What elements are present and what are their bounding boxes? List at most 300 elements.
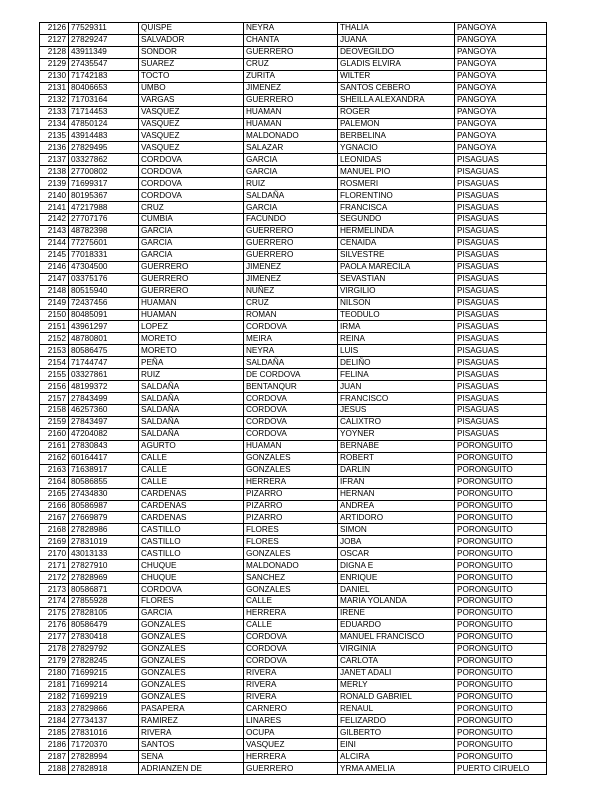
row-number-cell: 2127 [40, 34, 69, 46]
locality-cell: PORONGUITO [455, 476, 547, 488]
locality-cell: PORONGUITO [455, 596, 547, 608]
surname-1-cell: CHUQUE [139, 560, 244, 572]
table-row [40, 285, 547, 297]
table-row [40, 46, 547, 58]
document-id-cell: 27828986 [69, 524, 139, 536]
locality-cell: PANGOYA [455, 82, 547, 94]
table-row [40, 261, 547, 273]
document-id-cell: 43961297 [69, 321, 139, 333]
given-names-cell: JOBA [338, 536, 455, 548]
row-number-cell: 2158 [40, 405, 69, 417]
given-names-cell: ENRIQUE [338, 572, 455, 584]
row-number-cell: 2134 [40, 118, 69, 130]
table-row [40, 34, 547, 46]
surname-1-cell: SENA [139, 751, 244, 763]
surname-1-cell: SALDAÑA [139, 428, 244, 440]
document-id-cell: 72437456 [69, 297, 139, 309]
surname-1-cell: CHUQUE [139, 572, 244, 584]
given-names-cell: CENAIDA [338, 237, 455, 249]
table-row [40, 190, 547, 202]
document-id-cell: 27829792 [69, 643, 139, 655]
document-id-cell: 80586987 [69, 500, 139, 512]
given-names-cell: TEODULO [338, 309, 455, 321]
table-row [40, 166, 547, 178]
given-names-cell: YRMA AMELIA [338, 763, 455, 775]
document-id-cell: 27734137 [69, 715, 139, 727]
surname-2-cell: GUERRERO [244, 237, 338, 249]
document-id-cell: 27830843 [69, 440, 139, 452]
table-row [40, 249, 547, 261]
row-number-cell: 2163 [40, 464, 69, 476]
row-number-cell: 2176 [40, 619, 69, 631]
surname-1-cell: SALDAÑA [139, 381, 244, 393]
document-id-cell: 27855928 [69, 596, 139, 608]
table-row [40, 94, 547, 106]
table-row [40, 596, 547, 608]
row-number-cell: 2159 [40, 416, 69, 428]
row-number-cell: 2154 [40, 357, 69, 369]
locality-cell: PISAGUAS [455, 214, 547, 226]
row-number-cell: 2179 [40, 655, 69, 667]
given-names-cell: DIGNA E [338, 560, 455, 572]
row-number-cell: 2169 [40, 536, 69, 548]
document-id-cell: 03375176 [69, 273, 139, 285]
row-number-cell: 2164 [40, 476, 69, 488]
surname-1-cell: GARCIA [139, 249, 244, 261]
row-number-cell: 2160 [40, 428, 69, 440]
locality-cell: PANGOYA [455, 46, 547, 58]
document-id-cell: 48782398 [69, 225, 139, 237]
locality-cell: PORONGUITO [455, 667, 547, 679]
given-names-cell: MANUEL FRANCISCO [338, 631, 455, 643]
locality-cell: PORONGUITO [455, 488, 547, 500]
given-names-cell: IFRAN [338, 476, 455, 488]
table-row [40, 309, 547, 321]
document-id-cell: 48199372 [69, 381, 139, 393]
table-row [40, 536, 547, 548]
document-id-cell: 43914483 [69, 130, 139, 142]
document-id-cell: 27434830 [69, 488, 139, 500]
given-names-cell: RONALD GABRIEL [338, 691, 455, 703]
row-number-cell: 2137 [40, 154, 69, 166]
table-row [40, 416, 547, 428]
surname-2-cell: CRUZ [244, 297, 338, 309]
table-row [40, 142, 547, 154]
table-row [40, 643, 547, 655]
locality-cell: PORONGUITO [455, 619, 547, 631]
surname-2-cell: GARCIA [244, 202, 338, 214]
given-names-cell: JUANA [338, 34, 455, 46]
locality-cell: PORONGUITO [455, 727, 547, 739]
given-names-cell: MERLY [338, 679, 455, 691]
locality-cell: PANGOYA [455, 94, 547, 106]
given-names-cell: DEOVEGILDO [338, 46, 455, 58]
given-names-cell: JUAN [338, 381, 455, 393]
surname-1-cell: SALVADOR [139, 34, 244, 46]
surname-1-cell: VASQUEZ [139, 118, 244, 130]
given-names-cell: ROGER [338, 106, 455, 118]
document-id-cell: 47204082 [69, 428, 139, 440]
document-id-cell: 80586475 [69, 345, 139, 357]
table-row [40, 428, 547, 440]
document-id-cell: 43911349 [69, 46, 139, 58]
document-id-cell: 27843499 [69, 393, 139, 405]
row-number-cell: 2145 [40, 249, 69, 261]
table-row [40, 23, 547, 35]
locality-cell: PISAGUAS [455, 381, 547, 393]
surname-2-cell: GUERRERO [244, 46, 338, 58]
surname-2-cell: PIZARRO [244, 512, 338, 524]
table-row [40, 70, 547, 82]
locality-cell: PISAGUAS [455, 178, 547, 190]
given-names-cell: SIMON [338, 524, 455, 536]
locality-cell: PISAGUAS [455, 345, 547, 357]
locality-cell: PISAGUAS [455, 261, 547, 273]
row-number-cell: 2149 [40, 297, 69, 309]
surname-2-cell: RUIZ [244, 178, 338, 190]
row-number-cell: 2148 [40, 285, 69, 297]
surname-1-cell: CUMBIA [139, 214, 244, 226]
given-names-cell: FRANCISCO [338, 393, 455, 405]
surname-1-cell: QUISPE [139, 23, 244, 35]
surname-1-cell: VASQUEZ [139, 106, 244, 118]
locality-cell: PORONGUITO [455, 512, 547, 524]
row-number-cell: 2132 [40, 94, 69, 106]
locality-cell: PORONGUITO [455, 584, 547, 596]
table-row [40, 202, 547, 214]
locality-cell: PANGOYA [455, 130, 547, 142]
table-row [40, 667, 547, 679]
document-id-cell: 80195367 [69, 190, 139, 202]
table-row [40, 369, 547, 381]
given-names-cell: FRANCISCA [338, 202, 455, 214]
document-id-cell: 47217988 [69, 202, 139, 214]
surname-2-cell: GARCIA [244, 166, 338, 178]
document-id-cell: 77529311 [69, 23, 139, 35]
surname-1-cell: CALLE [139, 452, 244, 464]
surname-1-cell: VASQUEZ [139, 130, 244, 142]
document-id-cell: 71720370 [69, 739, 139, 751]
given-names-cell: CALIXTRO [338, 416, 455, 428]
given-names-cell: JANET ADALI [338, 667, 455, 679]
row-number-cell: 2142 [40, 214, 69, 226]
surname-1-cell: CORDOVA [139, 584, 244, 596]
table-row [40, 178, 547, 190]
locality-cell: PISAGUAS [455, 309, 547, 321]
surname-1-cell: CASTILLO [139, 536, 244, 548]
table-row [40, 106, 547, 118]
surname-2-cell: SALDAÑA [244, 190, 338, 202]
row-number-cell: 2172 [40, 572, 69, 584]
locality-cell: PORONGUITO [455, 643, 547, 655]
row-number-cell: 2138 [40, 166, 69, 178]
table-row [40, 703, 547, 715]
row-number-cell: 2173 [40, 584, 69, 596]
surname-2-cell: RIVERA [244, 667, 338, 679]
surname-2-cell: GARCIA [244, 154, 338, 166]
document-id-cell: 46257360 [69, 405, 139, 417]
row-number-cell: 2135 [40, 130, 69, 142]
table-row [40, 631, 547, 643]
locality-cell: PISAGUAS [455, 369, 547, 381]
locality-cell: PISAGUAS [455, 154, 547, 166]
surname-2-cell: CHANTA [244, 34, 338, 46]
surname-2-cell: SALDAÑA [244, 357, 338, 369]
surname-1-cell: SANTOS [139, 739, 244, 751]
table-row [40, 476, 547, 488]
surname-2-cell: GONZALES [244, 548, 338, 560]
table-row [40, 488, 547, 500]
locality-cell: PANGOYA [455, 106, 547, 118]
surname-2-cell: JIMENEZ [244, 261, 338, 273]
surname-1-cell: GONZALES [139, 691, 244, 703]
table-row [40, 154, 547, 166]
given-names-cell: GLADIS ELVIRA [338, 58, 455, 70]
row-number-cell: 2140 [40, 190, 69, 202]
locality-cell: PORONGUITO [455, 452, 547, 464]
given-names-cell: FELIZARDO [338, 715, 455, 727]
row-number-cell: 2150 [40, 309, 69, 321]
table-row [40, 333, 547, 345]
table-row [40, 237, 547, 249]
surname-2-cell: CRUZ [244, 58, 338, 70]
surname-1-cell: LOPEZ [139, 321, 244, 333]
surname-1-cell: MORETO [139, 345, 244, 357]
surname-1-cell: GARCIA [139, 237, 244, 249]
given-names-cell: DANIEL [338, 584, 455, 596]
surname-2-cell: SANCHEZ [244, 572, 338, 584]
surname-1-cell: CALLE [139, 476, 244, 488]
surname-2-cell: HUAMAN [244, 118, 338, 130]
locality-cell: PORONGUITO [455, 607, 547, 619]
locality-cell: PANGOYA [455, 58, 547, 70]
document-id-cell: 77018331 [69, 249, 139, 261]
document-id-cell: 27828969 [69, 572, 139, 584]
table-row [40, 452, 547, 464]
locality-cell: PORONGUITO [455, 739, 547, 751]
given-names-cell: ROBERT [338, 452, 455, 464]
table-row [40, 715, 547, 727]
surname-2-cell: NUÑEZ [244, 285, 338, 297]
table-row [40, 500, 547, 512]
locality-cell: PORONGUITO [455, 548, 547, 560]
surname-2-cell: SALAZAR [244, 142, 338, 154]
given-names-cell: IRMA [338, 321, 455, 333]
table-row [40, 524, 547, 536]
locality-cell: PISAGUAS [455, 405, 547, 417]
surname-1-cell: GONZALES [139, 667, 244, 679]
locality-cell: PISAGUAS [455, 297, 547, 309]
document-id-cell: 27829866 [69, 703, 139, 715]
locality-cell: PISAGUAS [455, 249, 547, 261]
surname-2-cell: GONZALES [244, 584, 338, 596]
surname-1-cell: MORETO [139, 333, 244, 345]
table-row [40, 82, 547, 94]
surname-1-cell: SALDAÑA [139, 393, 244, 405]
given-names-cell: SEVASTIAN [338, 273, 455, 285]
surname-2-cell: MALDONADO [244, 560, 338, 572]
surname-1-cell: VASQUEZ [139, 142, 244, 154]
surname-1-cell: RIVERA [139, 727, 244, 739]
row-number-cell: 2153 [40, 345, 69, 357]
table-row [40, 607, 547, 619]
table-row [40, 393, 547, 405]
surname-1-cell: PASAPERA [139, 703, 244, 715]
surname-2-cell: CORDOVA [244, 631, 338, 643]
surname-2-cell: VASQUEZ [244, 739, 338, 751]
locality-cell: PORONGUITO [455, 440, 547, 452]
table-row [40, 273, 547, 285]
table-row [40, 655, 547, 667]
given-names-cell: MARIA YOLANDA [338, 596, 455, 608]
surname-2-cell: NEYRA [244, 345, 338, 357]
locality-cell: PISAGUAS [455, 237, 547, 249]
surname-1-cell: PEÑA [139, 357, 244, 369]
locality-cell: PORONGUITO [455, 679, 547, 691]
surname-1-cell: GUERRERO [139, 285, 244, 297]
locality-cell: PISAGUAS [455, 285, 547, 297]
locality-cell: PISAGUAS [455, 393, 547, 405]
surname-2-cell: FLORES [244, 536, 338, 548]
surname-1-cell: CASTILLO [139, 524, 244, 536]
document-id-cell: 43013133 [69, 548, 139, 560]
row-number-cell: 2181 [40, 679, 69, 691]
locality-cell: PORONGUITO [455, 560, 547, 572]
surname-2-cell: LINARES [244, 715, 338, 727]
document-id-cell: 47850124 [69, 118, 139, 130]
surname-1-cell: CALLE [139, 464, 244, 476]
given-names-cell: REINA [338, 333, 455, 345]
surname-1-cell: GONZALES [139, 619, 244, 631]
table-row [40, 357, 547, 369]
locality-cell: PORONGUITO [455, 536, 547, 548]
row-number-cell: 2133 [40, 106, 69, 118]
surname-2-cell: JIMENEZ [244, 273, 338, 285]
surname-2-cell: HERRERA [244, 607, 338, 619]
row-number-cell: 2157 [40, 393, 69, 405]
document-id-cell: 80406653 [69, 82, 139, 94]
row-number-cell: 2188 [40, 763, 69, 775]
given-names-cell: ROSMERI [338, 178, 455, 190]
table-row [40, 405, 547, 417]
surname-2-cell: GUERRERO [244, 94, 338, 106]
locality-cell: PORONGUITO [455, 500, 547, 512]
surname-1-cell: CORDOVA [139, 178, 244, 190]
surname-2-cell: GUERRERO [244, 225, 338, 237]
row-number-cell: 2136 [40, 142, 69, 154]
document-id-cell: 80586479 [69, 619, 139, 631]
table-row [40, 619, 547, 631]
document-id-cell: 71742183 [69, 70, 139, 82]
surname-1-cell: CRUZ [139, 202, 244, 214]
document-id-cell: 71699215 [69, 667, 139, 679]
document-id-cell: 27831019 [69, 536, 139, 548]
locality-cell: PISAGUAS [455, 202, 547, 214]
locality-cell: PANGOYA [455, 34, 547, 46]
given-names-cell: PAOLA MARECILA [338, 261, 455, 273]
row-number-cell: 2161 [40, 440, 69, 452]
given-names-cell: YGNACIO [338, 142, 455, 154]
document-id-cell: 71714453 [69, 106, 139, 118]
surname-1-cell: GONZALES [139, 631, 244, 643]
table-row [40, 548, 547, 560]
surname-2-cell: CORDOVA [244, 405, 338, 417]
surname-2-cell: HUAMAN [244, 106, 338, 118]
document-id-cell: 27435547 [69, 58, 139, 70]
document-id-cell: 27828918 [69, 763, 139, 775]
table-row [40, 560, 547, 572]
surname-2-cell: DE CORDOVA [244, 369, 338, 381]
locality-cell: PORONGUITO [455, 715, 547, 727]
locality-cell: PORONGUITO [455, 631, 547, 643]
table-row [40, 58, 547, 70]
row-number-cell: 2177 [40, 631, 69, 643]
surname-2-cell: ROMAN [244, 309, 338, 321]
locality-cell: PUERTO CIRUELO [455, 763, 547, 775]
given-names-cell: HERNAN [338, 488, 455, 500]
table-row [40, 751, 547, 763]
locality-cell: PORONGUITO [455, 524, 547, 536]
document-id-cell: 03327861 [69, 369, 139, 381]
table-row [40, 130, 547, 142]
row-number-cell: 2175 [40, 607, 69, 619]
surname-2-cell: OCUPA [244, 727, 338, 739]
surname-2-cell: RIVERA [244, 691, 338, 703]
row-number-cell: 2185 [40, 727, 69, 739]
surname-2-cell: CORDOVA [244, 416, 338, 428]
given-names-cell: SHEILLA ALEXANDRA [338, 94, 455, 106]
surname-2-cell: ZURITA [244, 70, 338, 82]
row-number-cell: 2186 [40, 739, 69, 751]
surname-2-cell: HERRERA [244, 476, 338, 488]
given-names-cell: FLORENTINO [338, 190, 455, 202]
surname-1-cell: AGURTO [139, 440, 244, 452]
locality-cell: PANGOYA [455, 142, 547, 154]
given-names-cell: NILSON [338, 297, 455, 309]
row-number-cell: 2141 [40, 202, 69, 214]
surname-1-cell: RAMIREZ [139, 715, 244, 727]
surname-1-cell: FLORES [139, 596, 244, 608]
document-id-cell: 80515940 [69, 285, 139, 297]
surname-2-cell: CORDOVA [244, 655, 338, 667]
given-names-cell: THALIA [338, 23, 455, 35]
surname-1-cell: GONZALES [139, 643, 244, 655]
document-id-cell: 27700802 [69, 166, 139, 178]
row-number-cell: 2166 [40, 500, 69, 512]
surname-1-cell: CARDENAS [139, 500, 244, 512]
table-row [40, 381, 547, 393]
surname-2-cell: JIMENEZ [244, 82, 338, 94]
given-names-cell: SILVESTRE [338, 249, 455, 261]
given-names-cell: DELIÑO [338, 357, 455, 369]
document-id-cell: 27831016 [69, 727, 139, 739]
given-names-cell: VIRGILIO [338, 285, 455, 297]
surname-2-cell: PIZARRO [244, 488, 338, 500]
document-id-cell: 71699317 [69, 178, 139, 190]
row-number-cell: 2130 [40, 70, 69, 82]
document-id-cell: 27843497 [69, 416, 139, 428]
given-names-cell: SANTOS CEBERO [338, 82, 455, 94]
given-names-cell: FELINA [338, 369, 455, 381]
document-id-cell: 71699214 [69, 679, 139, 691]
row-number-cell: 2152 [40, 333, 69, 345]
surname-1-cell: CARDENAS [139, 512, 244, 524]
surname-1-cell: SONDOR [139, 46, 244, 58]
document-id-cell: 60164417 [69, 452, 139, 464]
document-id-cell: 27707176 [69, 214, 139, 226]
table-row [40, 763, 547, 775]
given-names-cell: JESUS [338, 405, 455, 417]
